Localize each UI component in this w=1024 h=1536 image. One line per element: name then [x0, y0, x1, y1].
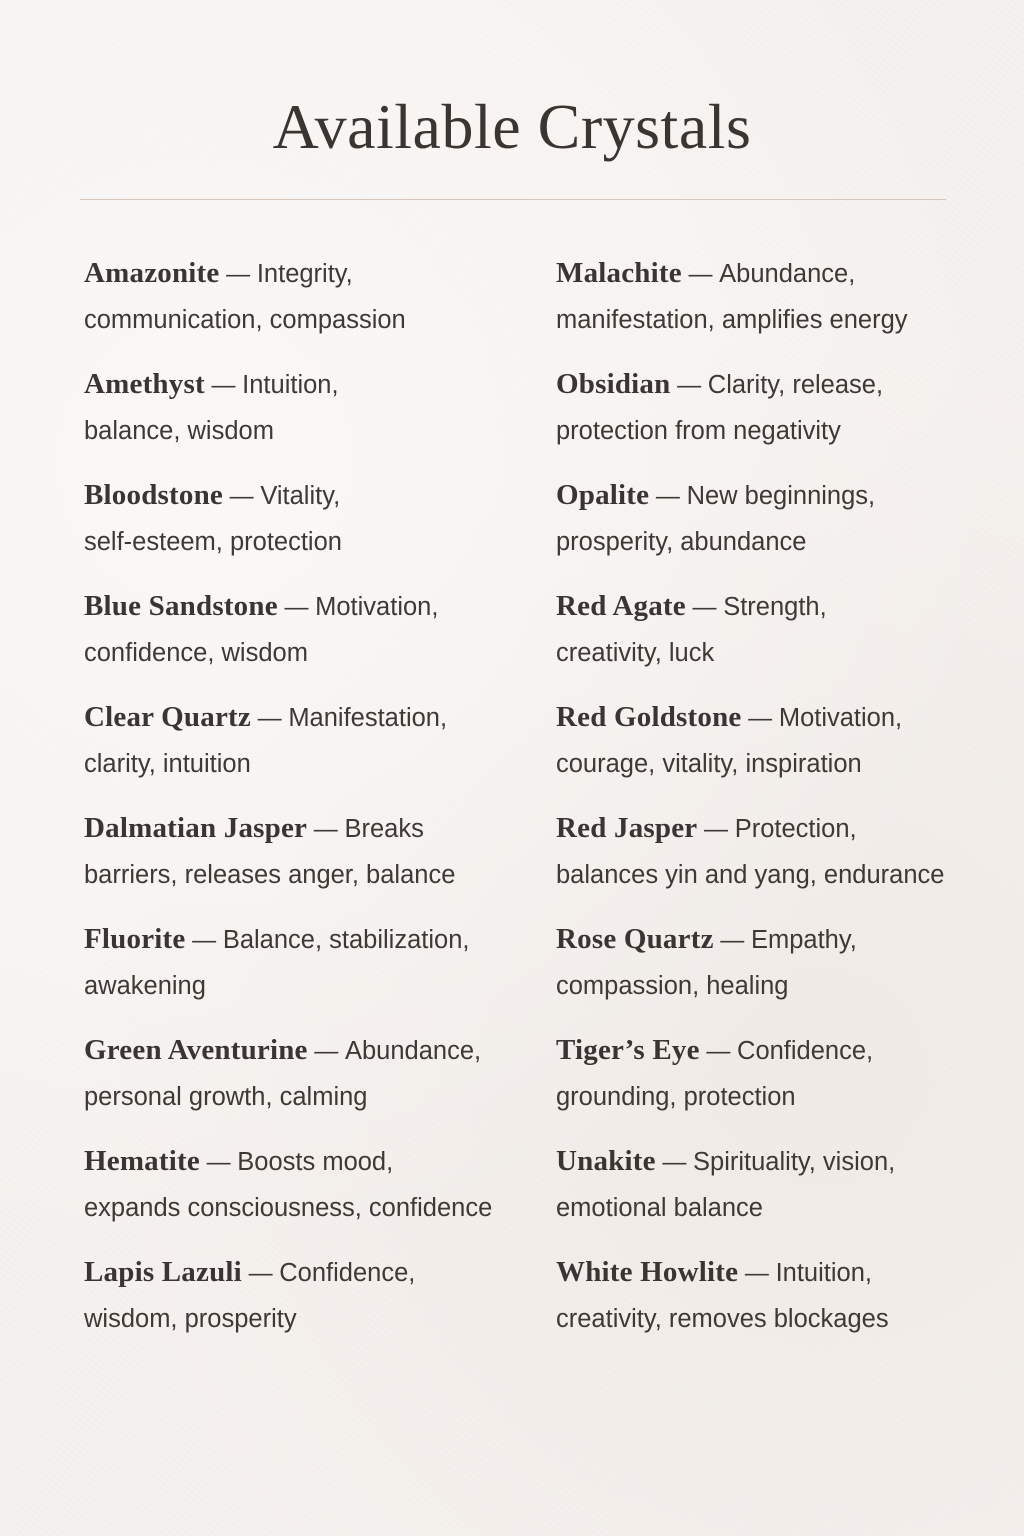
dash-separator: —	[699, 1038, 738, 1065]
dash-separator: —	[185, 927, 223, 954]
crystal-properties-cont: balances yin and yang, endurance	[556, 861, 945, 889]
dash-separator: —	[250, 705, 289, 732]
crystal-properties: Abundance,	[344, 1037, 482, 1065]
crystal-name: Dalmatian Jasper	[84, 812, 308, 844]
crystal-name: Obsidian	[556, 368, 671, 400]
crystal-entry	[556, 696, 996, 807]
crystal-name: Bloodstone	[84, 479, 223, 511]
dash-separator: —	[219, 261, 257, 288]
crystal-properties: Motivation,	[778, 704, 903, 732]
crystal-name: Blue Sandstone	[84, 590, 278, 622]
crystal-properties: Vitality,	[260, 482, 341, 510]
crystal-entry	[556, 363, 996, 474]
crystal-properties-cont: compassion, healing	[556, 972, 789, 1000]
dash-separator: —	[222, 483, 261, 510]
crystal-properties-cont: barriers, releases anger, balance	[84, 861, 456, 889]
crystal-list-right	[556, 252, 996, 1362]
crystal-properties: Abundance,	[719, 260, 856, 288]
crystal-name: Fluorite	[84, 923, 186, 955]
crystal-name: Red Goldstone	[556, 701, 742, 733]
crystal-entry	[84, 1251, 534, 1362]
crystal-entry	[84, 696, 534, 807]
dash-separator: —	[199, 1149, 238, 1176]
crystal-entry	[84, 363, 534, 474]
dash-separator: —	[685, 594, 724, 621]
crystal-properties: Motivation,	[315, 593, 439, 621]
crystal-properties: Clarity, release,	[707, 371, 884, 399]
crystal-properties-cont: protection from negativity	[556, 417, 841, 445]
crystal-entry	[556, 918, 996, 1029]
crystal-properties: New beginnings,	[686, 482, 876, 510]
crystal-properties-cont: communication, compassion	[84, 306, 406, 334]
dash-separator: —	[713, 927, 751, 954]
crystal-properties: Strength,	[723, 593, 827, 621]
crystal-entry	[84, 1140, 534, 1251]
page-title: Available Crystals	[272, 91, 752, 162]
title-divider	[80, 199, 946, 200]
crystal-properties: Confidence,	[279, 1259, 416, 1287]
dash-separator: —	[741, 705, 779, 732]
dash-separator: —	[738, 1260, 776, 1287]
crystal-properties: Confidence,	[737, 1037, 874, 1065]
crystal-name: Red Jasper	[556, 812, 698, 844]
crystal-properties: Manifestation,	[288, 704, 448, 732]
crystal-name: Amethyst	[84, 368, 205, 400]
crystal-entry	[556, 585, 996, 696]
crystal-properties: Breaks	[344, 815, 424, 843]
crystal-properties-cont: grounding, protection	[556, 1083, 796, 1111]
crystal-entry	[84, 1029, 534, 1140]
dash-separator: —	[649, 483, 687, 510]
crystal-list-left	[84, 252, 534, 1362]
crystal-entry	[556, 807, 996, 918]
dash-separator: —	[307, 816, 345, 843]
crystal-entry	[556, 1029, 996, 1140]
crystal-entry	[556, 1251, 996, 1362]
crystal-name: Rose Quartz	[556, 923, 714, 955]
crystal-properties: Boosts mood,	[237, 1148, 394, 1176]
crystal-properties-cont: emotional balance	[556, 1194, 763, 1222]
crystal-properties-cont: balance, wisdom	[84, 417, 274, 445]
dash-separator: —	[307, 1038, 345, 1065]
crystal-properties: Intuition,	[775, 1259, 872, 1287]
crystal-properties-cont: creativity, luck	[556, 639, 715, 667]
crystal-name: Tiger’s Eye	[556, 1034, 700, 1066]
crystal-name: Green Aventurine	[84, 1034, 308, 1066]
crystal-name: Hematite	[84, 1145, 200, 1177]
crystal-properties-cont: prosperity, abundance	[556, 528, 807, 556]
dash-separator: —	[277, 594, 316, 621]
crystal-properties-cont: manifestation, amplifies energy	[556, 306, 908, 334]
crystal-properties-cont: confidence, wisdom	[84, 639, 308, 667]
crystal-entry	[84, 807, 534, 918]
crystal-name: Malachite	[556, 257, 682, 289]
dash-separator: —	[204, 372, 243, 399]
crystal-entry	[84, 252, 534, 363]
crystal-name: Red Agate	[556, 590, 686, 622]
crystal-entry	[556, 1140, 996, 1251]
crystal-properties: Protection,	[734, 815, 857, 843]
crystal-properties-cont: awakening	[84, 972, 206, 1000]
crystal-properties: Balance, stabilization,	[222, 926, 470, 954]
crystal-entry	[556, 474, 996, 585]
dash-separator: —	[670, 372, 708, 399]
crystal-properties-cont: courage, vitality, inspiration	[556, 750, 862, 778]
crystal-name: Opalite	[556, 479, 650, 511]
crystal-properties-cont: self-esteem, protection	[84, 528, 342, 556]
crystal-name: Unakite	[556, 1145, 656, 1177]
crystal-name: Lapis Lazuli	[84, 1256, 242, 1288]
crystal-properties-cont: wisdom, prosperity	[84, 1305, 297, 1333]
dash-separator: —	[697, 816, 735, 843]
crystal-entry	[84, 918, 534, 1029]
dash-separator: —	[241, 1260, 280, 1287]
crystal-entry	[556, 252, 996, 363]
crystal-properties: Integrity,	[256, 260, 353, 288]
crystal-entry	[84, 585, 534, 696]
crystal-properties-cont: clarity, intuition	[84, 750, 251, 778]
crystal-entry	[84, 474, 534, 585]
crystal-name: White Howlite	[556, 1256, 739, 1288]
crystal-properties: Empathy,	[750, 926, 857, 954]
crystal-properties-cont: expands consciousness, confidence	[84, 1194, 493, 1222]
crystal-name: Clear Quartz	[84, 701, 251, 733]
crystal-properties-cont: personal growth, calming	[84, 1083, 368, 1111]
crystal-properties: Spirituality, vision,	[693, 1148, 896, 1176]
dash-separator: —	[655, 1149, 694, 1176]
crystal-properties: Intuition,	[242, 371, 339, 399]
dash-separator: —	[681, 261, 720, 288]
crystal-name: Amazonite	[84, 257, 220, 289]
crystal-properties-cont: creativity, removes blockages	[556, 1305, 889, 1333]
